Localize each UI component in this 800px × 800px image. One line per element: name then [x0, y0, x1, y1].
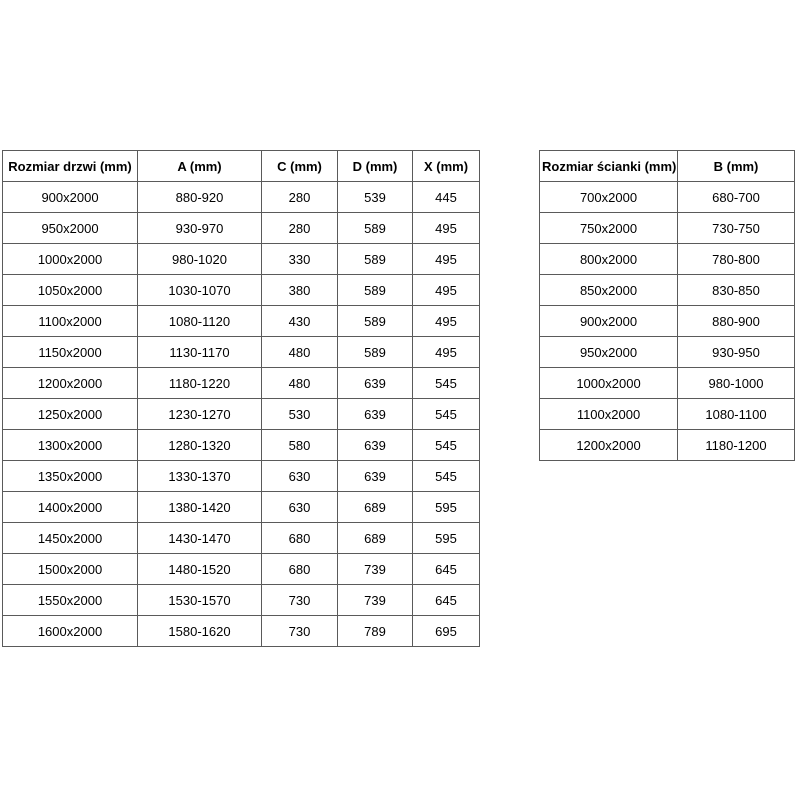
table-cell: 1100x2000 [3, 306, 138, 337]
table-row [540, 399, 795, 430]
table-cell: 739 [338, 554, 413, 585]
table-cell: 780-800 [678, 244, 795, 275]
table-cell: 1100x2000 [540, 399, 678, 430]
table-cell: 430 [262, 306, 338, 337]
wall-size-table [539, 150, 795, 461]
header-row [3, 151, 480, 182]
table-cell: 330 [262, 244, 338, 275]
table-cell: 900x2000 [3, 182, 138, 213]
table-row [540, 430, 795, 461]
table-cell: 495 [413, 275, 480, 306]
header-cell: B (mm) [678, 151, 795, 182]
table-cell: 589 [338, 306, 413, 337]
table-cell: 645 [413, 554, 480, 585]
header-cell: X (mm) [413, 151, 480, 182]
table-cell: 545 [413, 461, 480, 492]
table-row [3, 399, 480, 430]
table-cell: 645 [413, 585, 480, 616]
table-cell: 495 [413, 337, 480, 368]
header-row [540, 151, 795, 182]
table-cell: 495 [413, 213, 480, 244]
table-cell: 930-970 [138, 213, 262, 244]
table-cell: 495 [413, 244, 480, 275]
table-cell: 1600x2000 [3, 616, 138, 647]
table-row [3, 275, 480, 306]
table-row [540, 182, 795, 213]
table-cell: 730 [262, 585, 338, 616]
table-row [540, 306, 795, 337]
table-row [3, 182, 480, 213]
table-cell: 1330-1370 [138, 461, 262, 492]
table-cell: 1380-1420 [138, 492, 262, 523]
table-cell: 1400x2000 [3, 492, 138, 523]
table-cell: 980-1000 [678, 368, 795, 399]
table-cell: 1180-1220 [138, 368, 262, 399]
table-cell: 1280-1320 [138, 430, 262, 461]
table-cell: 700x2000 [540, 182, 678, 213]
table-cell: 280 [262, 213, 338, 244]
header-cell: C (mm) [262, 151, 338, 182]
table-cell: 495 [413, 306, 480, 337]
table-cell: 539 [338, 182, 413, 213]
table-cell: 689 [338, 492, 413, 523]
table-cell: 545 [413, 399, 480, 430]
table-cell: 680 [262, 523, 338, 554]
table-row [3, 368, 480, 399]
table-cell: 900x2000 [540, 306, 678, 337]
table-cell: 680 [262, 554, 338, 585]
table-row [540, 368, 795, 399]
table-cell: 880-920 [138, 182, 262, 213]
table-cell: 1080-1120 [138, 306, 262, 337]
table-cell: 950x2000 [540, 337, 678, 368]
table-cell: 1350x2000 [3, 461, 138, 492]
table-cell: 689 [338, 523, 413, 554]
table-cell: 595 [413, 492, 480, 523]
table-row [540, 213, 795, 244]
table-cell: 1180-1200 [678, 430, 795, 461]
table-row [3, 244, 480, 275]
table-row [540, 337, 795, 368]
table-cell: 980-1020 [138, 244, 262, 275]
table-cell: 545 [413, 368, 480, 399]
table-cell: 1580-1620 [138, 616, 262, 647]
table-cell: 639 [338, 430, 413, 461]
table-cell: 950x2000 [3, 213, 138, 244]
table-cell: 630 [262, 492, 338, 523]
table-cell: 630 [262, 461, 338, 492]
table-cell: 1050x2000 [3, 275, 138, 306]
table-cell: 639 [338, 399, 413, 430]
table-cell: 280 [262, 182, 338, 213]
table-cell: 1250x2000 [3, 399, 138, 430]
table-cell: 589 [338, 275, 413, 306]
table-cell: 589 [338, 337, 413, 368]
header-cell: A (mm) [138, 151, 262, 182]
table-cell: 639 [338, 461, 413, 492]
table-cell: 1230-1270 [138, 399, 262, 430]
table-row [3, 430, 480, 461]
table-row [3, 337, 480, 368]
table-cell: 1450x2000 [3, 523, 138, 554]
table-cell: 1000x2000 [3, 244, 138, 275]
table-row [3, 492, 480, 523]
table-row [3, 616, 480, 647]
table-cell: 739 [338, 585, 413, 616]
table-cell: 850x2000 [540, 275, 678, 306]
table-cell: 1550x2000 [3, 585, 138, 616]
table-cell: 480 [262, 368, 338, 399]
table-cell: 480 [262, 337, 338, 368]
table-cell: 730 [262, 616, 338, 647]
table-row [3, 306, 480, 337]
table-cell: 545 [413, 430, 480, 461]
table-cell: 730-750 [678, 213, 795, 244]
table-cell: 589 [338, 213, 413, 244]
table-cell: 595 [413, 523, 480, 554]
table-row [3, 461, 480, 492]
table-cell: 680-700 [678, 182, 795, 213]
table-cell: 1000x2000 [540, 368, 678, 399]
table-cell: 880-900 [678, 306, 795, 337]
table-cell: 1300x2000 [3, 430, 138, 461]
table-cell: 1430-1470 [138, 523, 262, 554]
table-cell: 530 [262, 399, 338, 430]
table-cell: 1130-1170 [138, 337, 262, 368]
table-cell: 580 [262, 430, 338, 461]
table-cell: 639 [338, 368, 413, 399]
table-cell: 1080-1100 [678, 399, 795, 430]
table-cell: 695 [413, 616, 480, 647]
table-row [3, 554, 480, 585]
table-row [540, 275, 795, 306]
table-cell: 750x2000 [540, 213, 678, 244]
table-cell: 380 [262, 275, 338, 306]
header-cell: Rozmiar ścianki (mm) [540, 151, 678, 182]
table-cell: 445 [413, 182, 480, 213]
table-cell: 800x2000 [540, 244, 678, 275]
table-cell: 1480-1520 [138, 554, 262, 585]
door-size-table [2, 150, 480, 647]
header-cell: D (mm) [338, 151, 413, 182]
table-cell: 830-850 [678, 275, 795, 306]
table-row [3, 523, 480, 554]
table-row [540, 244, 795, 275]
table-row [3, 585, 480, 616]
table-cell: 1200x2000 [540, 430, 678, 461]
table-cell: 1030-1070 [138, 275, 262, 306]
table-cell: 1500x2000 [3, 554, 138, 585]
table-row [3, 213, 480, 244]
table-cell: 1150x2000 [3, 337, 138, 368]
table-cell: 1200x2000 [3, 368, 138, 399]
table-cell: 1530-1570 [138, 585, 262, 616]
table-cell: 930-950 [678, 337, 795, 368]
table-cell: 589 [338, 244, 413, 275]
table-cell: 789 [338, 616, 413, 647]
header-cell: Rozmiar drzwi (mm) [3, 151, 138, 182]
